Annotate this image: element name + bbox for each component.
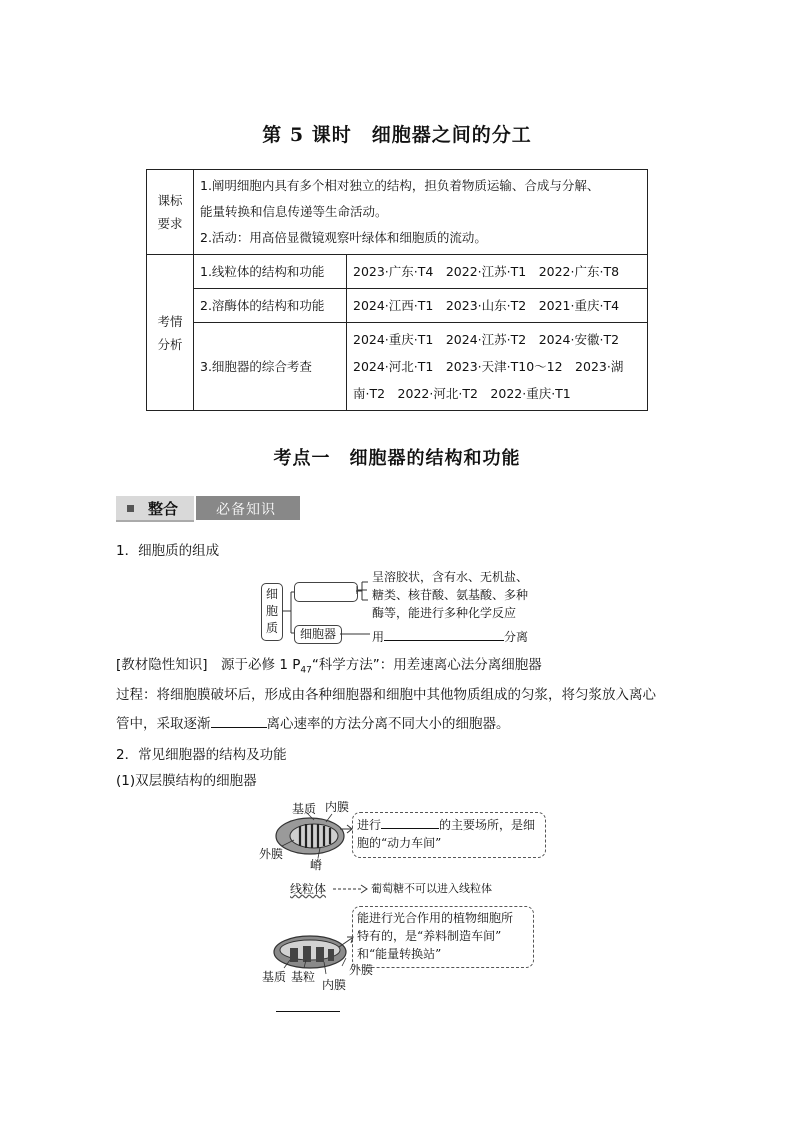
item2-subheading: (1)双层膜结构的细胞器 <box>116 773 257 789</box>
page-title: 第 5 课时 细胞器之间的分工 <box>262 124 532 146</box>
item1-heading: 1．细胞质的组成 <box>116 543 220 559</box>
hidden-knowledge: [教材隐性知识] 源于必修 1 $P_{47}“$科学方法”：用差速离心法分离细胞器 <box>116 657 542 676</box>
topic-cell: 2.溶酶体的结构和功能 <box>194 289 347 323</box>
mito-function-box: 进行 的主要场所，是细 胞的“动力车间” <box>352 812 546 858</box>
dashed-arrow-icon <box>333 883 369 895</box>
answer-blank[interactable] <box>211 713 267 728</box>
mito-note: 葡萄糖不可以进入线粒体 <box>371 882 492 895</box>
chloro-function-box: 能进行光合作用的植物细胞所 特有的，是“养料制造车间” 和“能量转换站” <box>352 906 534 968</box>
mito-cristae-label: 嵴 <box>310 858 323 872</box>
answer-blank[interactable] <box>276 1011 340 1012</box>
banner-right-label: 必备知识 <box>216 502 276 518</box>
cytosol-description: 呈溶胶状，含有水、无机盐、 糖类、核苷酸、氨基酸、多种 酶等，能进行多种化学反应 <box>372 570 529 620</box>
process-line-1: 过程：将细胞膜破坏后，形成由各种细胞器和细胞中其他物质组成的匀浆，将匀浆放入离心 <box>116 687 656 703</box>
mito-inner-label: 内膜 <box>325 800 350 814</box>
banner-left-label: 整合 <box>148 500 179 518</box>
section-title: 考点一 细胞器的结构和功能 <box>273 448 521 469</box>
organelle-box: 细胞器 <box>294 625 342 644</box>
refs-cell: 2024·重庆·T1 2024·江苏·T2 2024·安徽·T2 2024·河北·T1 2023·天津·T10～12 2023·湖 南·T2 2022·河北·T2 2022·重庆·T1 <box>347 323 648 411</box>
mito-matrix-label: 基质 <box>292 802 317 816</box>
process-line-2: 管中，采取逐渐 离心速率的方法分离不同大小的细胞器。 <box>116 713 510 734</box>
table-row <box>147 323 648 411</box>
organelle-separation-line: 用 分离 <box>372 626 528 646</box>
topic-cell: 3.细胞器的综合考查 <box>194 323 347 411</box>
table-row <box>147 289 648 323</box>
chloro-outer-label: 外膜 <box>349 963 374 977</box>
table-row <box>147 170 648 255</box>
table-row <box>147 255 648 289</box>
cytoplasm-root-box: 细 胞 质 <box>261 583 283 641</box>
chloro-matrix-label: 基质 <box>262 970 287 984</box>
requirements-content: 1.阐明细胞内具有多个相对独立的结构，担负着物质运输、合成与分解、 能量转换和信息传递等生命活动。 2.活动：用高倍显微镜观察叶绿体和细胞质的流动。 <box>194 170 648 255</box>
lower-connector <box>340 626 372 642</box>
requirements-table <box>146 169 648 411</box>
answer-blank[interactable] <box>384 626 504 641</box>
item2-heading: 2．常见细胞器的结构及功能 <box>116 747 287 763</box>
table-header-cell: 课标 要求 <box>147 170 194 255</box>
mito-name: 线粒体 <box>290 882 327 896</box>
refs-cell: 2024·江西·T1 2023·山东·T2 2021·重庆·T4 <box>347 289 648 323</box>
mito-outer-label: 外膜 <box>259 847 284 861</box>
chloro-grana-label: 基粒 <box>291 970 316 984</box>
table-header-cell: 考情 分析 <box>147 255 194 411</box>
square-bullet-icon <box>127 505 134 512</box>
section-banner <box>116 496 300 520</box>
answer-blank[interactable] <box>381 815 439 829</box>
chloro-inner-label: 内膜 <box>322 978 347 992</box>
refs-cell: 2023·广东·T4 2022·江苏·T1 2022·广东·T8 <box>347 255 648 289</box>
topic-cell: 1.线粒体的结构和功能 <box>194 255 347 289</box>
upper-connector <box>356 580 370 604</box>
cytosol-blank-box <box>294 582 358 602</box>
